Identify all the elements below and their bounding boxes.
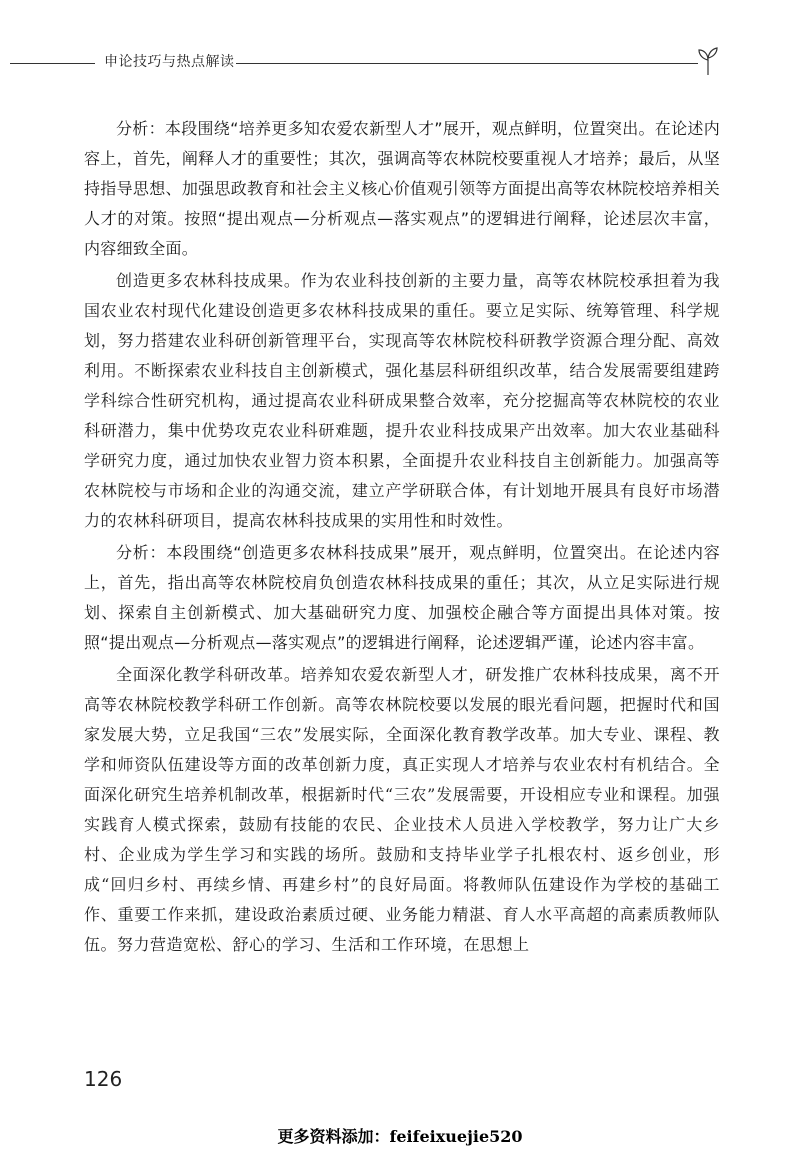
analysis-paragraph: 分析：本段围绕“培养更多知农爱农新型人才”展开，观点鲜明，位置突出。在论述内容上，首先，阐释人才的重要性；其次，强调高等农林院校要重视人才培养；最后，从坚持指导思想、加强思政教育和社会主义核心价值观引领等方面提出高等农林院校培养相关人才的对策。按照“提出观点—分析观点—落实观点”的逻辑进行阐释，论述层次丰富，内容细致全面。 [84, 119, 720, 258]
header-title: 申论技巧与热点解读 [104, 54, 235, 70]
sprout-icon [697, 44, 719, 76]
header-rule-left [10, 63, 95, 64]
footer-note: 更多资料添加：feifeixuejie520 [277, 1127, 523, 1146]
header-rule-right [236, 63, 698, 64]
page-number: 126 [84, 1067, 123, 1091]
page-content [84, 114, 720, 962]
body-paragraph: 全面深化教学科研改革。培养知农爱农新型人才，研发推广农林科技成果，离不开高等农林院校教学科研工作创新。高等农林院校要以发展的眼光看问题，把握时代和国家发展大势，立足我国“三农”发展实际，全面深化教育教学改革。加大专业、课程、教学和师资队伍建设等方面的改革创新力度，真正实现人才培养与农业农村有机结合。全面深化研究生培养机制改革，根据新时代“三农”发展需要，开设相应专业和课程。加强实践育人模式探索，鼓励有技能的农民、企业技术人员进入学校教学，努力让广大乡村、企业成为学生学习和实践的场所。鼓励和支持毕业学子扎根农村、返乡创业，形成“回归乡村、再续乡情、再建乡村”的良好局面。将教师队伍建设作为学校的基础工作、重要工作来抓，建设政治素质过硬、业务能力精湛、育人水平高超的高素质教师队伍。努力营造宽松、舒心的学习、生活和工作环境，在思想上 [84, 665, 720, 954]
body-paragraph: 创造更多农林科技成果。作为农业科技创新的主要力量，高等农林院校承担着为我国农业农村现代化建设创造更多农林科技成果的重任。要立足实际、统筹管理、科学规划，努力搭建农业科研创新管理平台，实现高等农林院校科研教学资源合理分配、高效利用。不断探索农业科技自主创新模式，强化基层科研组织改革，结合发展需要组建跨学科综合性研究机构，通过提高农业科研成果整合效率，充分挖掘高等农林院校的农业科研潜力，集中优势攻克农业科研难题，提升农业科技成果产出效率。加大农业基础科学研究力度，通过加快农业智力资本积累，全面提升农业科技自主创新能力。加强高等农林院校与市场和企业的沟通交流，建立产学研联合体，有计划地开展具有良好市场潜力的农林科研项目，提高农林科技成果的实用性和时效性。 [84, 271, 720, 530]
analysis-paragraph: 分析：本段围绕“创造更多农林科技成果”展开，观点鲜明，位置突出。在论述内容上，首先，指出高等农林院校肩负创造农林科技成果的重任；其次，从立足实际进行规划、探索自主创新模式、加大基础研究力度、加强校企融合等方面提出具体对策。按照“提出观点—分析观点—落实观点”的逻辑进行阐释，论述逻辑严谨，论述内容丰富。 [84, 543, 720, 652]
running-header [0, 44, 800, 80]
